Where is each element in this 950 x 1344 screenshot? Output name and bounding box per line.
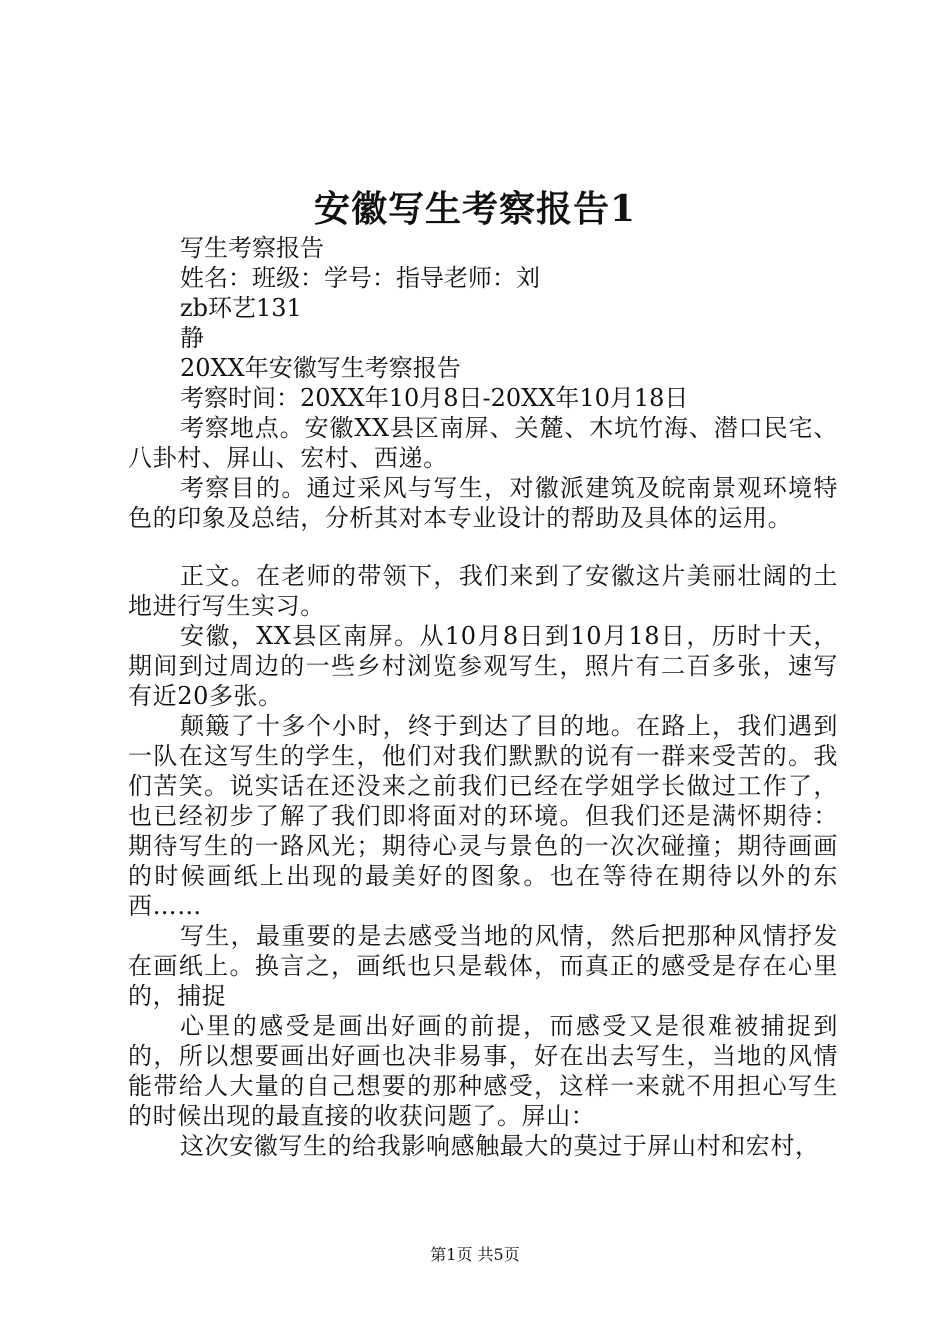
paragraph-location: 考察地点。安徽XX县区南屏、关麓、木坑竹海、潜口民宅、八卦村、屏山、宏村、西递。 bbox=[128, 414, 838, 472]
paragraph-journey: 颠簸了十多个小时，终于到达了目的地。在路上，我们遇到一队在这写生的学生，他们对我们默默的说有一群来受苦的。我们苦笑。说实话在还没来之前我们已经在学姐学长做过工作了，也已经初步了解了我们即将面对的环境。但我们还是满怀期待：期待写生的一路风光；期待心灵与景色的一次次碰撞；期待画画的时候画纸上出现的最美好的图象。也在等待在期待以外的东西…… bbox=[128, 712, 838, 920]
paragraph-feeling: 心里的感受是画出好画的前提，而感受又是很难被捕捉到的，所以想要画出好画也决非易事，好在出去写生，当地的风情能带给人大量的自己想要的那种感受，这样一来就不用担心写生的时候出现的最直接的收获问题了。屏山： bbox=[128, 1012, 838, 1130]
document-body bbox=[128, 233, 838, 1161]
paragraph-nanping: 安徽，XX县区南屏。从10月8日到10月18日，历时十天，期间到过周边的一些乡村浏览参观写生，照片有二百多张，速写有近20多张。 bbox=[128, 622, 838, 710]
header-line-name: 静 bbox=[180, 324, 204, 352]
paragraph-sketching: 写生，最重要的是去感受当地的风情，然后把那种风情抒发在画纸上。换言之，画纸也只是载体，而真正的感受是存在心里的，捕捉 bbox=[128, 922, 838, 1010]
page-footer: 第1页 共5页 bbox=[430, 1245, 520, 1264]
header-line-class: zb环艺131 bbox=[180, 294, 302, 322]
header-line-time: 考察时间：20XX年10月8日-20XX年10月18日 bbox=[180, 384, 689, 412]
paragraph-pingshan: 这次安徽写生的给我影响感触最大的莫过于屏山村和宏村， bbox=[180, 1132, 820, 1160]
header-line-subtitle: 20XX年安徽写生考察报告 bbox=[180, 354, 461, 382]
paragraph-spacer bbox=[128, 533, 838, 561]
header-line-report: 写生考察报告 bbox=[180, 234, 324, 262]
paragraph-main-text: 正文。在老师的带领下，我们来到了安徽这片美丽壮阔的土地进行写生实习。 bbox=[128, 562, 838, 620]
document-title: 安徽写生考察报告1 bbox=[313, 188, 637, 230]
paragraph-purpose: 考察目的。通过采风与写生，对徽派建筑及皖南景观环境特色的印象及总结，分析其对本专业设计的帮助及具体的运用。 bbox=[128, 474, 838, 532]
header-line-student-info: 姓名：班级：学号：指导老师：刘 bbox=[180, 264, 540, 292]
